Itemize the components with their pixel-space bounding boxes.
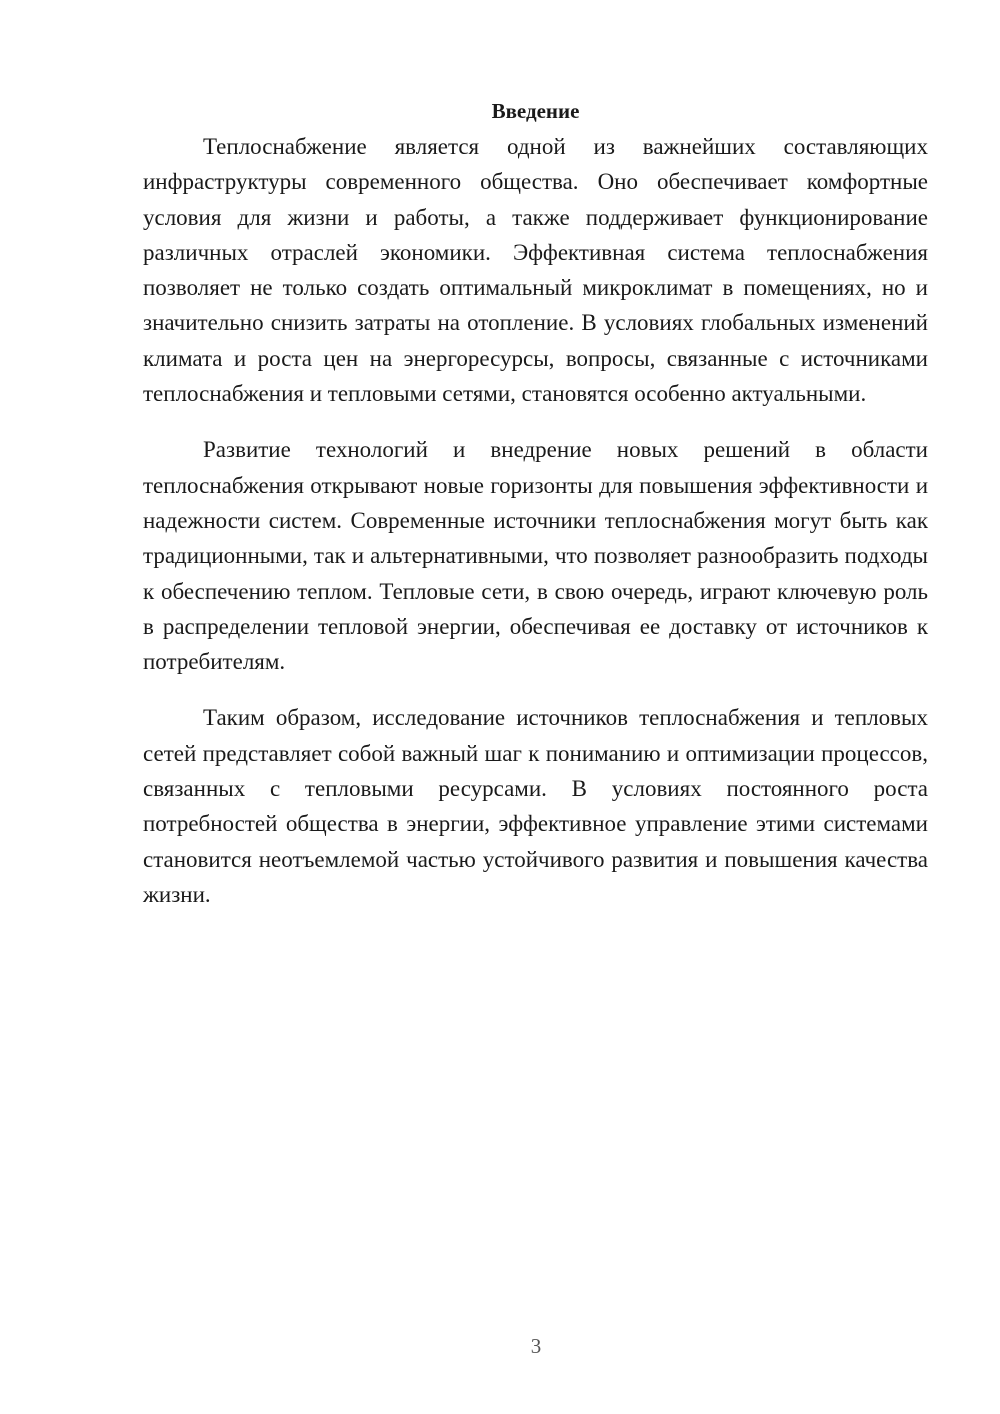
paragraph: Развитие технологий и внедрение новых решений в области теплоснабжения открывают новые горизонты для повышения эффективности и надежности систем. Современные источники теплоснабжения могут быть как традиционными, так и альтернативными, что позволяет разнообразить подходы к обеспечению теплом. Тепловые сети, в свою очередь, играют ключевую роль в распределении тепловой энергии, обеспечивая ее доставку от источников к потребителям. [143, 437, 928, 675]
page-number: 3 [530, 1334, 542, 1358]
section-title: Введение [491, 99, 580, 123]
page-content [143, 94, 928, 933]
paragraph: Теплоснабжение является одной из важнейших составляющих инфраструктуры современного общества. Оно обеспечивает комфортные условия для жизни и работы, а также поддерживает функционирование различных отраслей экономики. Эффективная система теплоснабжения позволяет не только создать оптимальный микроклимат в помещениях, но и значительно снизить затраты на отопление. В условиях глобальных изменений климата и роста цен на энергоресурсы, вопросы, связанные с источниками теплоснабжения и тепловыми сетями, становятся особенно актуальными. [143, 134, 928, 407]
paragraph: Таким образом, исследование источников теплоснабжения и тепловых сетей представляет собой важный шаг к пониманию и оптимизации процессов, связанных с тепловыми ресурсами. В условиях постоянного роста потребностей общества в энергии, эффективное управление этими системами становится неотъемлемой частью устойчивого развития и повышения качества жизни. [143, 705, 928, 907]
